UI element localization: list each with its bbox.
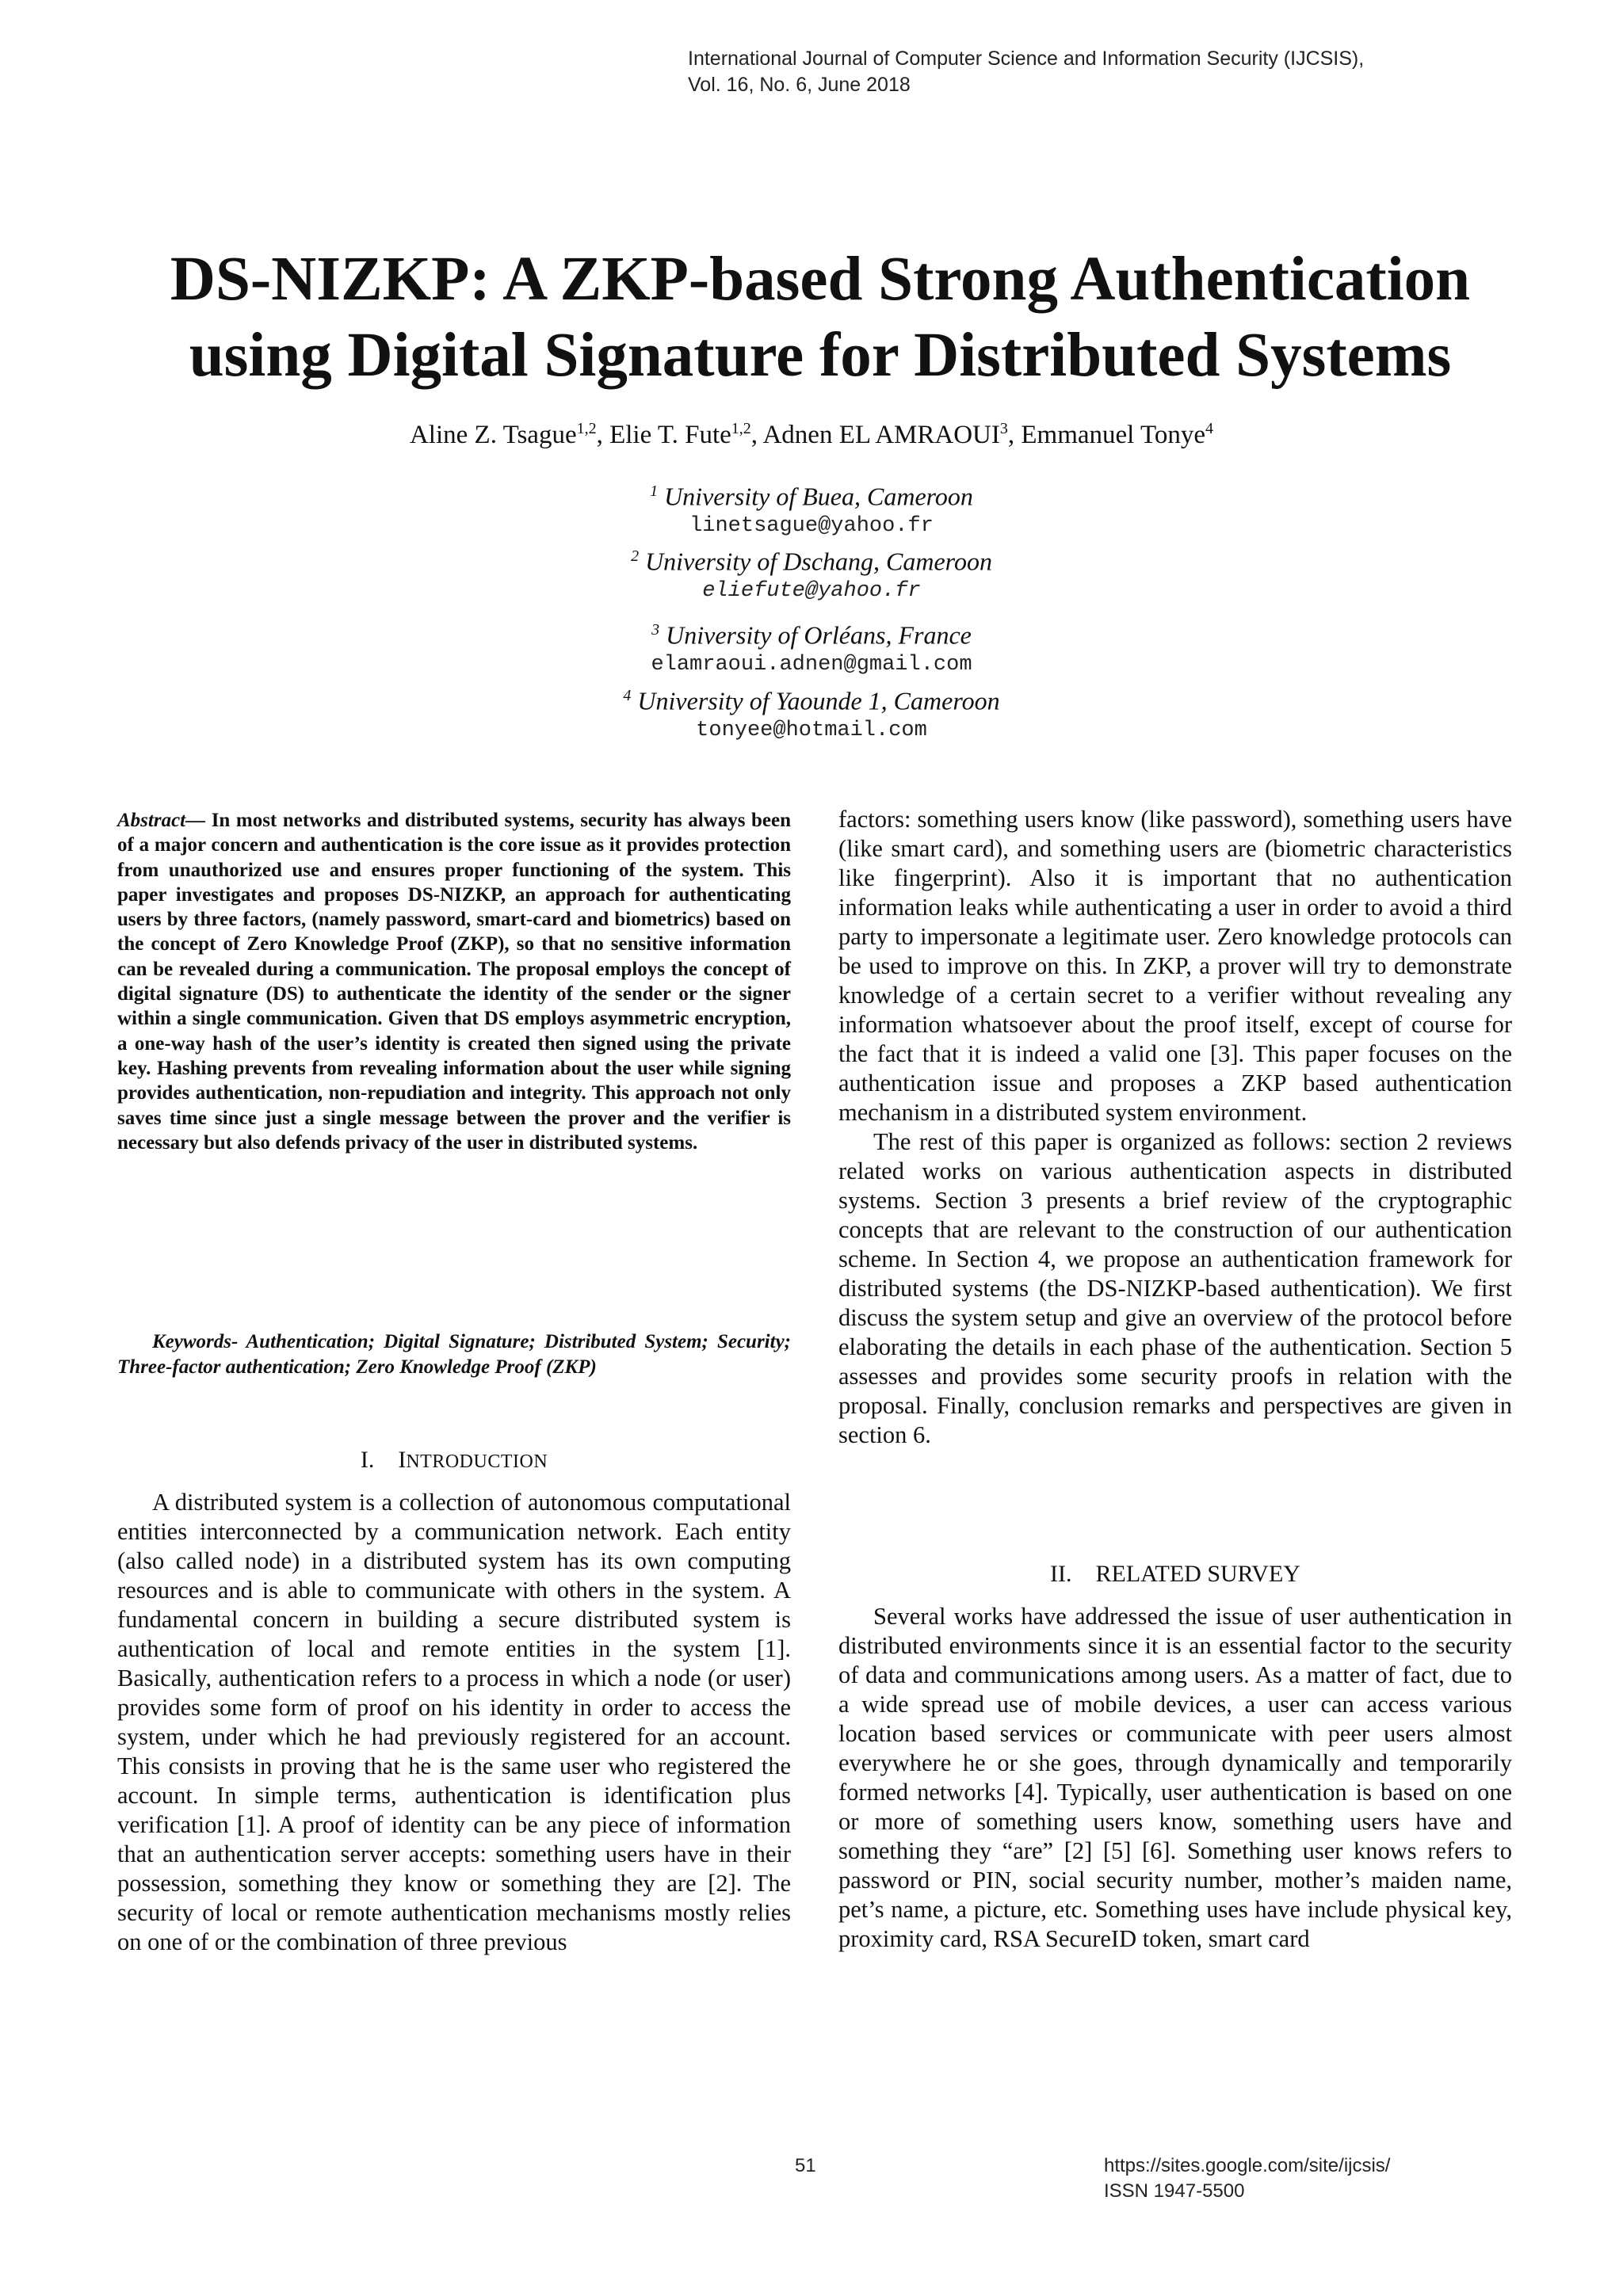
affiliation-email: eliefute@yahoo.fr bbox=[702, 578, 921, 603]
paper-title bbox=[95, 242, 1545, 394]
paragraph: factors: something users know (like password), something users have (like smart card), and something users are (biometric characteristics like fingerprint). Also it is important that no authentication information leaks while authenticating a user in order to avoid a third party to impersonate a legitimate user. Zero knowledge protocols can be used to improve on this. In ZKP, a prover will try to demonstrate knowledge of a certain secret to a verifier without revealing any information whatsoever about the proof itself, except of course for the fact that it is indeed a valid one [3]. This paper focuses on the authentication issue and proposes a ZKP based authentication mechanism in a distributed system environment. bbox=[838, 806, 1512, 1126]
author-affil-mark: 4 bbox=[1205, 420, 1214, 437]
affiliation-email: tonyee@hotmail.com bbox=[696, 718, 927, 742]
affiliation-1: $^1$ University of Buea, Cameroon linetsague@yahoo.fr bbox=[0, 475, 1623, 540]
abstract bbox=[117, 808, 791, 1155]
affiliation-3: $^3$ University of Orléans, France elamraoui.adnen@gmail.com bbox=[0, 614, 1623, 678]
page-number: 51 bbox=[795, 2155, 816, 2176]
affiliation-email: linetsague@yahoo.fr bbox=[689, 513, 934, 538]
affiliation-name: University of Dschang, Cameroon bbox=[645, 547, 992, 576]
author-affil-mark: 1,2 bbox=[731, 420, 751, 437]
title-line-2: using Digital Signature for Distributed Systems bbox=[189, 321, 1452, 390]
introduction-body bbox=[117, 1488, 791, 1957]
author-name: Aline Z. Tsague bbox=[409, 421, 577, 449]
journal-header bbox=[688, 46, 1364, 98]
author-name: , Elie T. Fute bbox=[596, 421, 731, 449]
affiliation-name: University of Orléans, France bbox=[666, 620, 972, 650]
journal-volume: Vol. 16, No. 6, June 2018 bbox=[688, 74, 911, 96]
paragraph: Several works have addressed the issue of user authentication in distributed environments since it is an essential factor to the security of data and communications among users. As a matter of fact, due to a wide spread use of mobile devices, a user can access various location based services or communicate with peer users almost everywhere he or she goes, through dynamically and temporarily formed networks [4]. Typically, user authentication is based on one or more of something users know, something users have and something they “are” [2] [5] [6]. Something user knows refers to password or PIN, social security number, mother’s maiden name, pet’s name, a picture, etc. Something uses have include physical key, proximity card, RSA SecureID token, smart card bbox=[838, 1603, 1512, 1952]
footer-url: https://sites.google.com/site/ijcsis/ bbox=[1104, 2155, 1391, 2176]
abstract-text: In most networks and distributed systems, security has always been of a major concern and authentication is the core issue as it provides protection from unauthorized use and ensures proper functioning of the system. This paper investigates and proposes DS-NIZKP, an approach for authenticating users by three factors, (namely password, smart-card and biometrics) based on the concept of Zero Knowledge Proof (ZKP), so that no sensitive information can be revealed during a communication. The proposal employs the concept of digital signature (DS) to authenticate the identity of the sender or the signer within a single communication. Given that DS employs asymmetric encryption, a one-way hash of the user’s identity is created then signed using the private key. Hashing prevents from revealing information about the user while signing provides authentication, non-repudiation and integrity. This approach not only saves time since just a single message between the prover and the verifier is necessary but also defends privacy of the user in distributed systems. bbox=[117, 810, 791, 1154]
footer-right bbox=[1104, 2153, 1390, 2204]
affiliation-name: University of Buea, Cameroon bbox=[664, 482, 973, 511]
author-affil-mark: 3 bbox=[999, 420, 1008, 437]
footer-issn: ISSN 1947-5500 bbox=[1104, 2180, 1245, 2202]
author-affil-mark: 1,2 bbox=[576, 420, 597, 437]
paragraph: The rest of this paper is organized as follows: section 2 reviews related works on various authentication aspects in distributed systems. Section 3 presents a brief review of the cryptographic concepts that are relevant to the construction of our authentication scheme. In Section 4, we propose an authentication framework for distributed systems (the DS-NIZKP-based authentication). We first discuss the system setup and give an overview of the protocol before elaborating the details in each phase of the authentication. Section 5 assesses and provides some security proofs in relation with the proposal. Finally, conclusion remarks and perspectives are given in section 6. bbox=[838, 1128, 1512, 1448]
author-list bbox=[0, 420, 1623, 450]
section-heading-related-survey: II. RELATED SURVEY bbox=[1050, 1561, 1300, 1587]
affiliation-4: $^4$ University of Yaounde 1, Cameroon tonyee@hotmail.com bbox=[0, 680, 1623, 744]
journal-name: International Journal of Computer Science and Information Security (IJCSIS), bbox=[688, 48, 1365, 70]
affiliation-2: $^2$ University of Dschang, Cameroon eliefute@yahoo.fr bbox=[0, 540, 1623, 605]
section-heading-introduction: I. INTRODUCTION bbox=[360, 1447, 548, 1473]
keywords: Keywords- Authentication; Digital Signature; Distributed System; Security; Three-factor authentication; Zero Knowledge Proof (ZKP) bbox=[117, 1331, 791, 1378]
introduction-continued bbox=[838, 805, 1512, 1450]
abstract-label: Abstract— bbox=[117, 810, 206, 831]
author-name: , Adnen EL AMRAOUI bbox=[750, 421, 1000, 449]
related-survey-body bbox=[838, 1602, 1512, 1954]
author-name: , Emmanuel Tonye bbox=[1007, 421, 1206, 449]
paragraph: A distributed system is a collection of autonomous computational entities interconnected by a communication network. Each entity (also called node) in a distributed system has its own computing resources and is able to communicate with others in the system. A fundamental concern in building a secure distributed system is authentication of local and remote entities in the system [1]. Basically, authentication refers to a process in which a node (or user) provides some form of proof on his identity in order to access the system, under which he had previously registered for an account. This consists in proving that he is the same user who registered the account. In simple terms, authentication is identification plus verification [1]. A proof of identity can be any piece of information that an authentication server accepts: something users have in their possession, something they know or something they are [2]. The security of local or remote authentication mechanisms mostly relies on one of or the combination of three previous bbox=[117, 1489, 791, 1955]
title-line-1: DS-NIZKP: A ZKP-based Strong Authentication bbox=[170, 245, 1471, 314]
affiliation-email: elamraoui.adnen@gmail.com bbox=[651, 652, 972, 677]
affiliation-name: University of Yaounde 1, Cameroon bbox=[637, 686, 1000, 715]
